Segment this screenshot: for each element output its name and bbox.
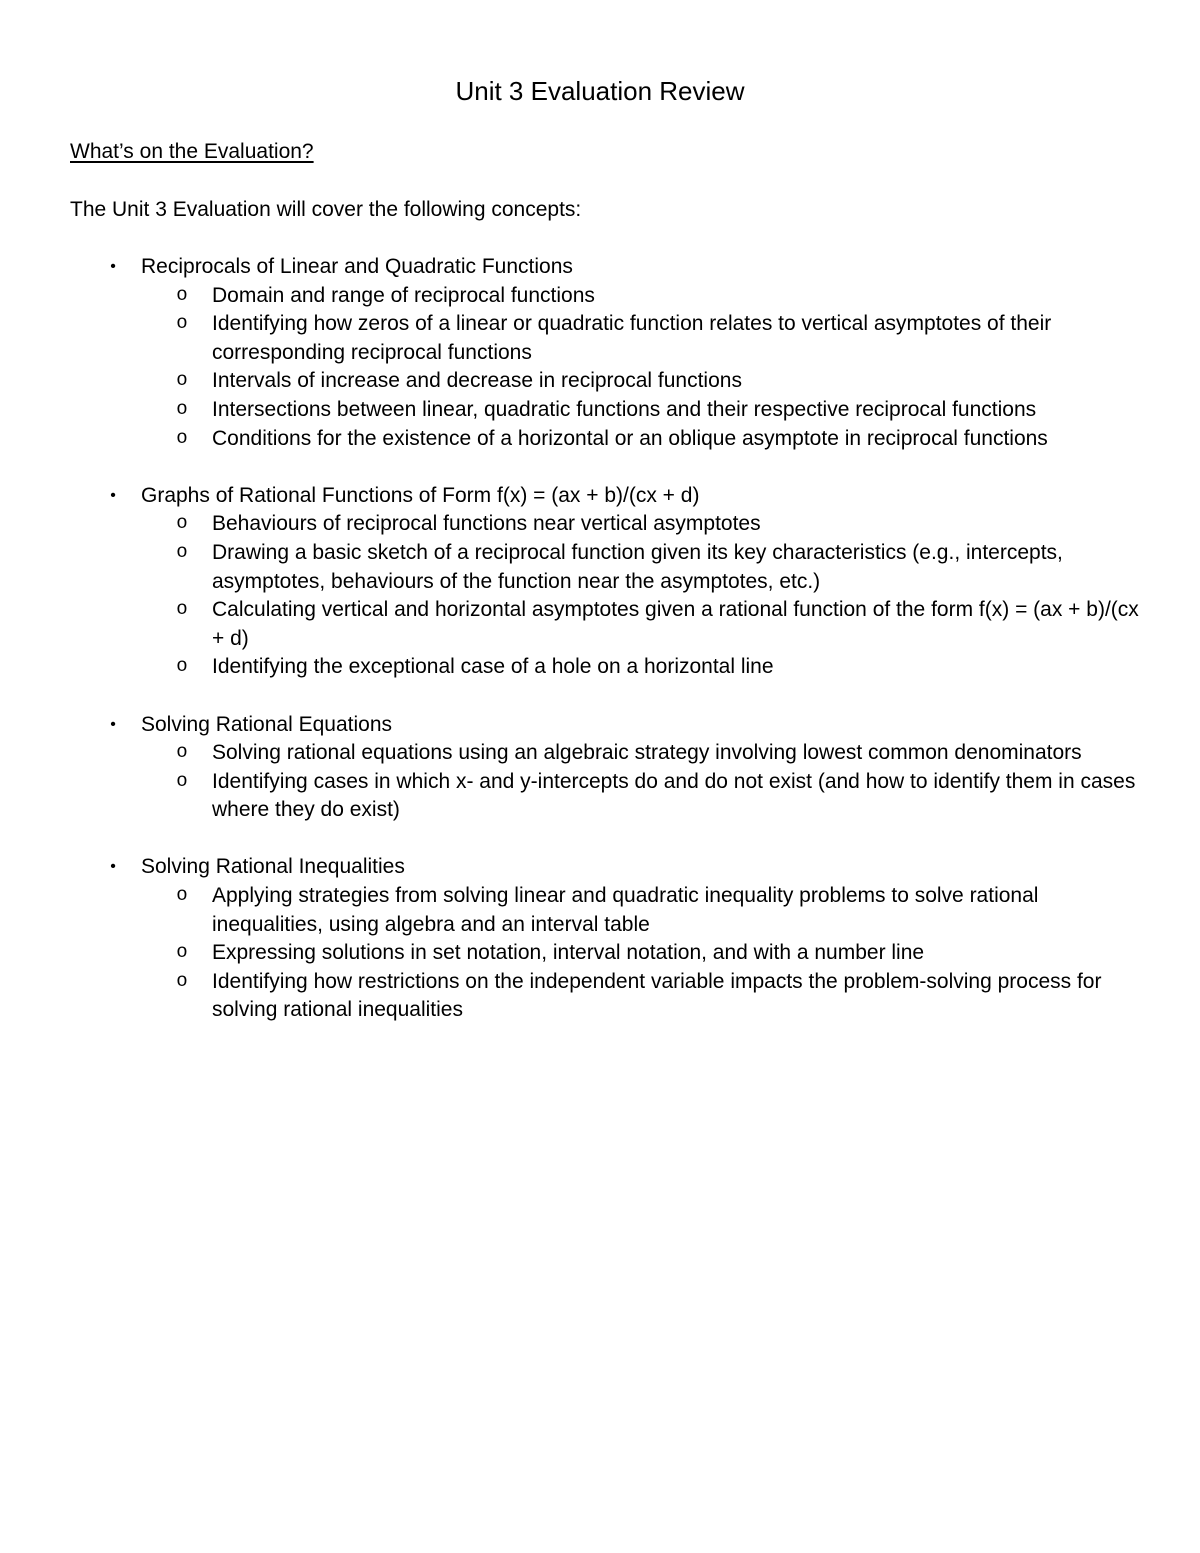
sub-bullet-icon: o bbox=[176, 512, 188, 535]
list-item bbox=[0, 768, 1200, 825]
bullet-icon: • bbox=[110, 858, 116, 876]
list-item bbox=[0, 396, 1200, 425]
list-item bbox=[0, 939, 1200, 968]
list-item-text: Conditions for the existence of a horizontal or an oblique asymptote in reciprocal functions bbox=[212, 426, 1048, 450]
intro-paragraph: The Unit 3 Evaluation will cover the following concepts: bbox=[70, 198, 582, 221]
sub-bullet-icon: o bbox=[176, 598, 188, 621]
list-item-text: Calculating vertical and horizontal asymptotes given a rational function of the form f(x) = (ax + b)/(cx + d) bbox=[212, 598, 1139, 650]
list-item bbox=[0, 968, 1200, 1025]
list-item bbox=[0, 425, 1200, 454]
list-item bbox=[0, 510, 1200, 539]
sub-bullet-icon: o bbox=[176, 655, 188, 678]
bullet-icon: • bbox=[110, 258, 116, 275]
bullet-icon: • bbox=[110, 715, 116, 733]
list-item bbox=[0, 739, 1200, 768]
topic-title: Solving Rational Equations bbox=[141, 712, 392, 736]
topic-title: Graphs of Rational Functions of Form f(x) = (ax + b)/(cx + d) bbox=[141, 483, 700, 507]
list-item bbox=[0, 653, 1200, 682]
list-item-text: Identifying how zeros of a linear or quadratic function relates to vertical asymptotes of their corresponding reciprocal functions bbox=[212, 312, 1052, 364]
list-item-text: Domain and range of reciprocal functions bbox=[212, 283, 595, 307]
list-item-text: Intervals of increase and decrease in reciprocal functions bbox=[212, 369, 742, 393]
list-item-text: Solving rational equations using an algebraic strategy involving lowest common denominators bbox=[212, 741, 1082, 765]
topic-rational-equations bbox=[0, 711, 1200, 825]
list-item bbox=[0, 539, 1200, 596]
sub-bullet-icon: o bbox=[176, 426, 188, 449]
sub-bullet-icon: o bbox=[176, 769, 188, 792]
topic-rational-inequalities bbox=[0, 853, 1200, 1025]
sub-bullet-icon: o bbox=[176, 397, 188, 420]
list-item-text: Identifying the exceptional case of a hole on a horizontal line bbox=[212, 655, 774, 679]
list-item-text: Applying strategies from solving linear and quadratic inequality problems to solve rational inequalities, using algebra and an interval table bbox=[212, 884, 1039, 936]
sub-bullet-icon: o bbox=[176, 941, 188, 964]
topics-list bbox=[0, 253, 1200, 1054]
topic-graphs bbox=[0, 482, 1200, 682]
list-item-text: Behaviours of reciprocal functions near vertical asymptotes bbox=[212, 512, 761, 536]
document-title: Unit 3 Evaluation Review bbox=[455, 76, 745, 106]
list-item bbox=[0, 310, 1200, 367]
sub-bullet-icon: o bbox=[176, 540, 188, 563]
list-item bbox=[0, 367, 1200, 396]
list-item bbox=[0, 882, 1200, 939]
list-item bbox=[0, 282, 1200, 311]
list-item-text: Identifying cases in which x- and y-intercepts do and do not exist (and how to identify them in cases where they do exist) bbox=[212, 769, 1136, 822]
sub-bullet-icon: o bbox=[176, 369, 188, 392]
sub-bullet-icon: o bbox=[176, 884, 188, 907]
sub-bullet-icon: o bbox=[176, 283, 188, 306]
topic-title: Reciprocals of Linear and Quadratic Functions bbox=[141, 255, 573, 278]
section-heading: What’s on the Evaluation? bbox=[70, 140, 314, 163]
list-item-text: Expressing solutions in set notation, interval notation, and with a number line bbox=[212, 941, 925, 965]
list-item bbox=[0, 596, 1200, 653]
sub-bullet-icon: o bbox=[176, 741, 188, 764]
sub-bullet-icon: o bbox=[176, 969, 188, 992]
bullet-icon: • bbox=[110, 486, 116, 504]
sub-bullet-icon: o bbox=[176, 312, 188, 335]
topic-reciprocals bbox=[0, 253, 1200, 453]
list-item-text: Drawing a basic sketch of a reciprocal function given its key characteristics (e.g., intercepts, asymptotes, behaviours of the function near the asymptotes, etc.) bbox=[212, 540, 1063, 593]
list-item-text: Intersections between linear, quadratic functions and their respective reciprocal functions bbox=[212, 397, 1037, 421]
list-item-text: Identifying how restrictions on the independent variable impacts the problem-solving process for solving rational inequalities bbox=[212, 969, 1102, 1022]
topic-title: Solving Rational Inequalities bbox=[141, 855, 405, 879]
